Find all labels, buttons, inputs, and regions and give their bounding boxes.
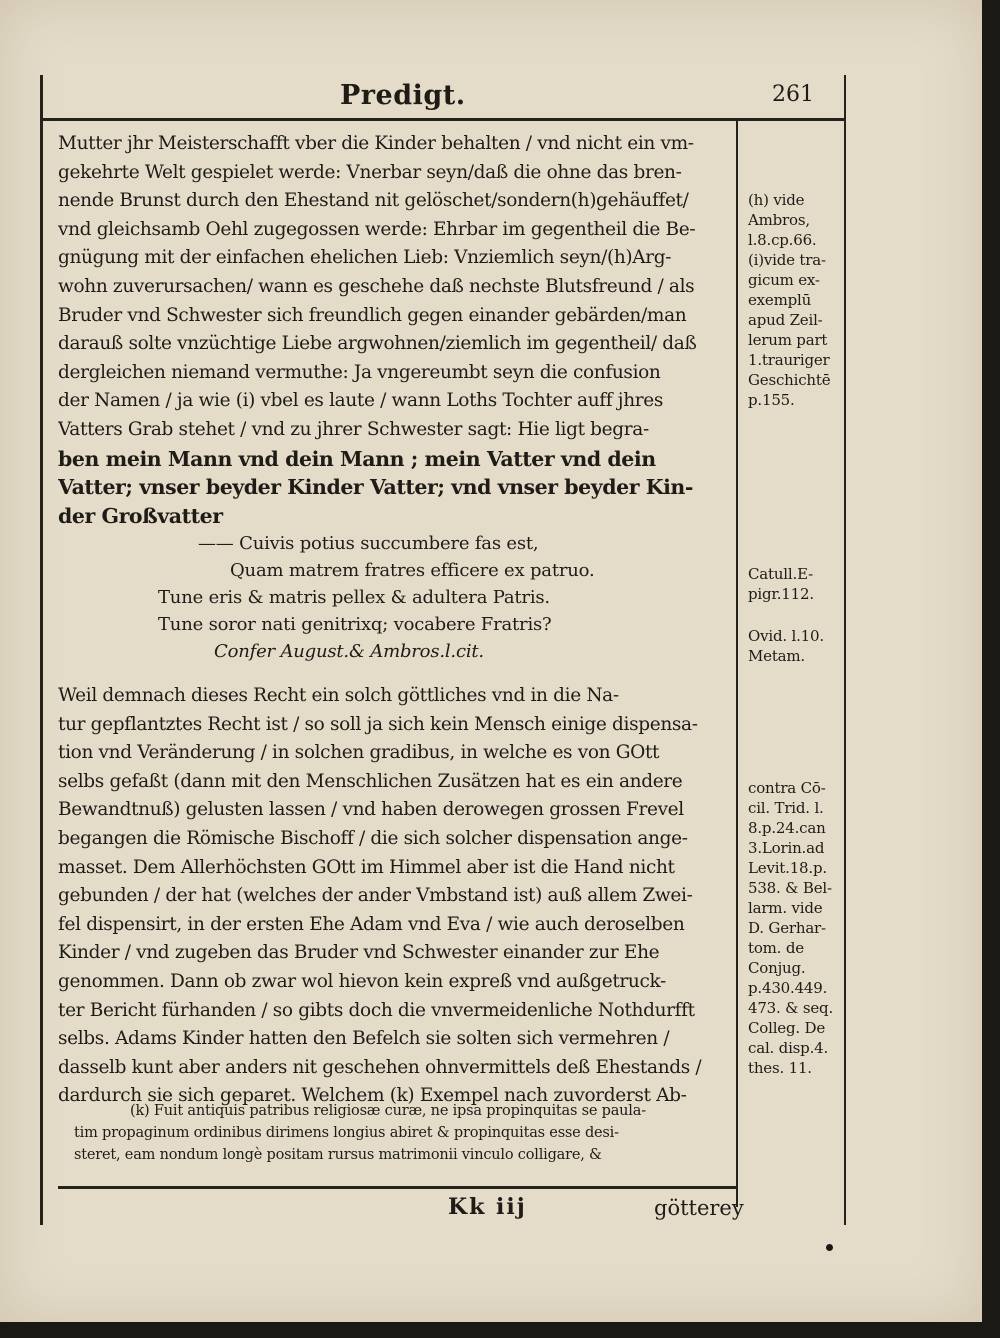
text-line: darauß solte vnzüchtige Liebe argwohnen/ziemlich im gegentheil/ daß: [58, 333, 697, 355]
margin-note-contra-concil: [748, 778, 840, 1078]
margin-note-line: thes. 11.: [748, 1059, 812, 1077]
margin-note-line: lerum part: [748, 331, 828, 349]
margin-note-line: exemplū: [748, 291, 812, 309]
margin-note-line: Geschichtē: [748, 371, 831, 389]
scan-background-right: [982, 0, 1000, 1338]
margin-note-ovid: [748, 626, 840, 666]
header-rule: [40, 118, 846, 121]
verse-line: Tune soror nati genitrixq; vocabere Fratris?: [158, 614, 552, 636]
text-line: dardurch sie sich geparet. Welchem (k) Exempel nach zuvorderst Ab-: [58, 1085, 687, 1107]
text-line: vnd gleichsamb Oehl zugegossen werde: Ehrbar im gegentheil die Be-: [58, 218, 696, 240]
text-line: tur gepflantztes Recht ist / so soll ja sich kein Mensch einige dispensa-: [58, 713, 698, 735]
margin-note-line: cal. disp.4.: [748, 1039, 829, 1057]
text-line-emphasis: Vatter; vnser beyder Kinder Vatter; vnd vnser beyder Kin-: [58, 475, 693, 500]
text-line: wohn zuverursachen/ wann es geschehe daß nechste Blutsfreund / als: [58, 275, 695, 297]
text-line: dergleichen niemand vermuthe: Ja vngereumbt seyn die confusion: [58, 361, 661, 383]
text-line: masset. Dem Allerhöchsten GOtt im Himmel aber ist die Hand nicht: [58, 856, 675, 878]
margin-note-line: p.155.: [748, 391, 795, 409]
margin-note-line: Catull.E-: [748, 565, 813, 583]
page-frame-left-rule: [40, 75, 43, 1225]
margin-note-line: apud Zeil-: [748, 311, 823, 329]
margin-note-line: Colleg. De: [748, 1019, 826, 1037]
margin-note-catullus: [748, 564, 840, 604]
text-line: Mutter jhr Meisterschafft vber die Kinder behalten / vnd nicht ein vm-: [58, 133, 694, 154]
text-line: dasselb kunt aber anders nit geschehen ohnvermittels deß Ehestands /: [58, 1056, 702, 1078]
margin-note-line: 8.p.24.can: [748, 819, 826, 837]
margin-note-line: (i)vide tra-: [748, 251, 826, 269]
text-line: gnügung mit der einfachen ehelichen Lieb: Vnziemlich seyn/(h)Arg-: [58, 247, 672, 269]
text-line: selbs. Adams Kinder hatten den Befelch sie solten sich vermehren /: [58, 1028, 670, 1050]
margin-note-line: Ovid. l.10.: [748, 627, 824, 645]
margin-note-line: 1.trauriger: [748, 351, 830, 369]
margin-note-line: p.430.449.: [748, 979, 828, 997]
text-line: selbs gefaßt (dann mit den Menschlichen Zusätzen hat es ein andere: [58, 770, 683, 792]
signature-mark: Kk iij: [448, 1194, 527, 1220]
margin-note-h-i: [748, 190, 840, 410]
margin-note-line: Metam.: [748, 647, 805, 665]
verse-line: Quam matrem fratres efficere ex patruo.: [230, 560, 595, 582]
text-line-emphasis: ben mein Mann vnd dein Mann ; mein Vatter vnd dein: [58, 446, 656, 471]
footnote-line: tim propaginum ordinibus dirimens longius abiret & propinquitas esse desi-: [74, 1125, 619, 1141]
footnote-line: steret, eam nondum longè positam rursus matrimonii vinculo colligare, &: [74, 1147, 602, 1163]
text-line-emphasis: der Großvatter: [58, 503, 223, 528]
text-line: tion vnd Veränderung / in solchen gradibus, in welche es von GOtt: [58, 742, 660, 764]
margin-note-line: 473. & seq.: [748, 999, 834, 1017]
page-frame-right-rule: [844, 75, 846, 1225]
text-line: genommen. Dann ob zwar wol hievon kein expreß vnd außgetruck-: [58, 970, 666, 992]
text-line: begangen die Römische Bischoff / die sich solcher dispensation ange-: [58, 827, 688, 849]
margin-note-line: (h) vide: [748, 191, 805, 209]
footnote-k: [74, 1100, 734, 1166]
verse-citation: Confer August.& Ambros.l.cit.: [214, 641, 484, 663]
footer-rule: [58, 1186, 738, 1189]
margin-note-line: D. Gerhar-: [748, 919, 826, 937]
text-line: der Namen / ja wie (i) vbel es laute / wann Loths Tochter auff jhres: [58, 390, 663, 412]
column-divider-rule: [736, 121, 738, 1207]
main-text-block-2: [58, 682, 734, 1111]
running-title: Predigt.: [340, 80, 466, 111]
margin-note-line: Conjug.: [748, 959, 806, 977]
text-line: Bewandtnuß) gelusten lassen / vnd haben derowegen grossen Frevel: [58, 799, 684, 821]
text-line: Kinder / vnd zugeben das Bruder vnd Schwester einander zur Ehe: [58, 942, 660, 964]
text-line: nende Brunst durch den Ehestand nit gelöschet/sondern(h)gehäuffet/: [58, 190, 689, 212]
text-line: Vatters Grab stehet / vnd zu jhrer Schwester sagt: Hie ligt begra-: [58, 418, 649, 440]
margin-note-line: pigr.112.: [748, 585, 814, 603]
margin-note-line: Levit.18.p.: [748, 859, 827, 877]
footnote-line: (k) Fuit antiquis patribus religiosæ curæ, ne ipsa propinquitas se paula-: [130, 1103, 646, 1119]
text-line: gekehrte Welt gespielet werde: Vnerbar seyn/daß die ohne das bren-: [58, 161, 682, 183]
margin-note-line: Ambros,: [748, 211, 810, 229]
margin-note-line: gicum ex-: [748, 271, 820, 289]
margin-note-line: 3.Lorin.ad: [748, 839, 825, 857]
text-line: fel dispensirt, in der ersten Ehe Adam vnd Eva / wie auch deroselben: [58, 913, 685, 935]
margin-note-line: larm. vide: [748, 899, 823, 917]
margin-note-line: 538. & Bel-: [748, 879, 832, 897]
catchword: götterey: [654, 1196, 744, 1220]
verse-line: —— Cuivis potius succumbere fas est,: [198, 533, 539, 555]
text-line: Bruder vnd Schwester sich freundlich gegen einander gebärden/man: [58, 304, 687, 326]
text-line: ter Bericht fürhanden / so gibts doch die vnvermeidenliche Nothdurfft: [58, 999, 695, 1021]
margin-note-line: l.8.cp.66.: [748, 231, 817, 249]
text-line: gebunden / der hat (welches der ander Vmbstand ist) auß allem Zwei-: [58, 885, 693, 907]
scan-background-bottom: [0, 1322, 1000, 1338]
page-number: 261: [772, 82, 814, 107]
text-line: Weil demnach dieses Recht ein solch göttliches vnd in die Na-: [58, 685, 619, 706]
margin-note-line: contra Cō-: [748, 779, 826, 797]
ink-spot: [826, 1244, 833, 1251]
margin-note-line: tom. de: [748, 939, 804, 957]
verse-line: Tune eris & matris pellex & adultera Patris.: [158, 587, 550, 609]
main-text-block-1: [58, 130, 734, 665]
margin-note-line: cil. Trid. l.: [748, 799, 824, 817]
